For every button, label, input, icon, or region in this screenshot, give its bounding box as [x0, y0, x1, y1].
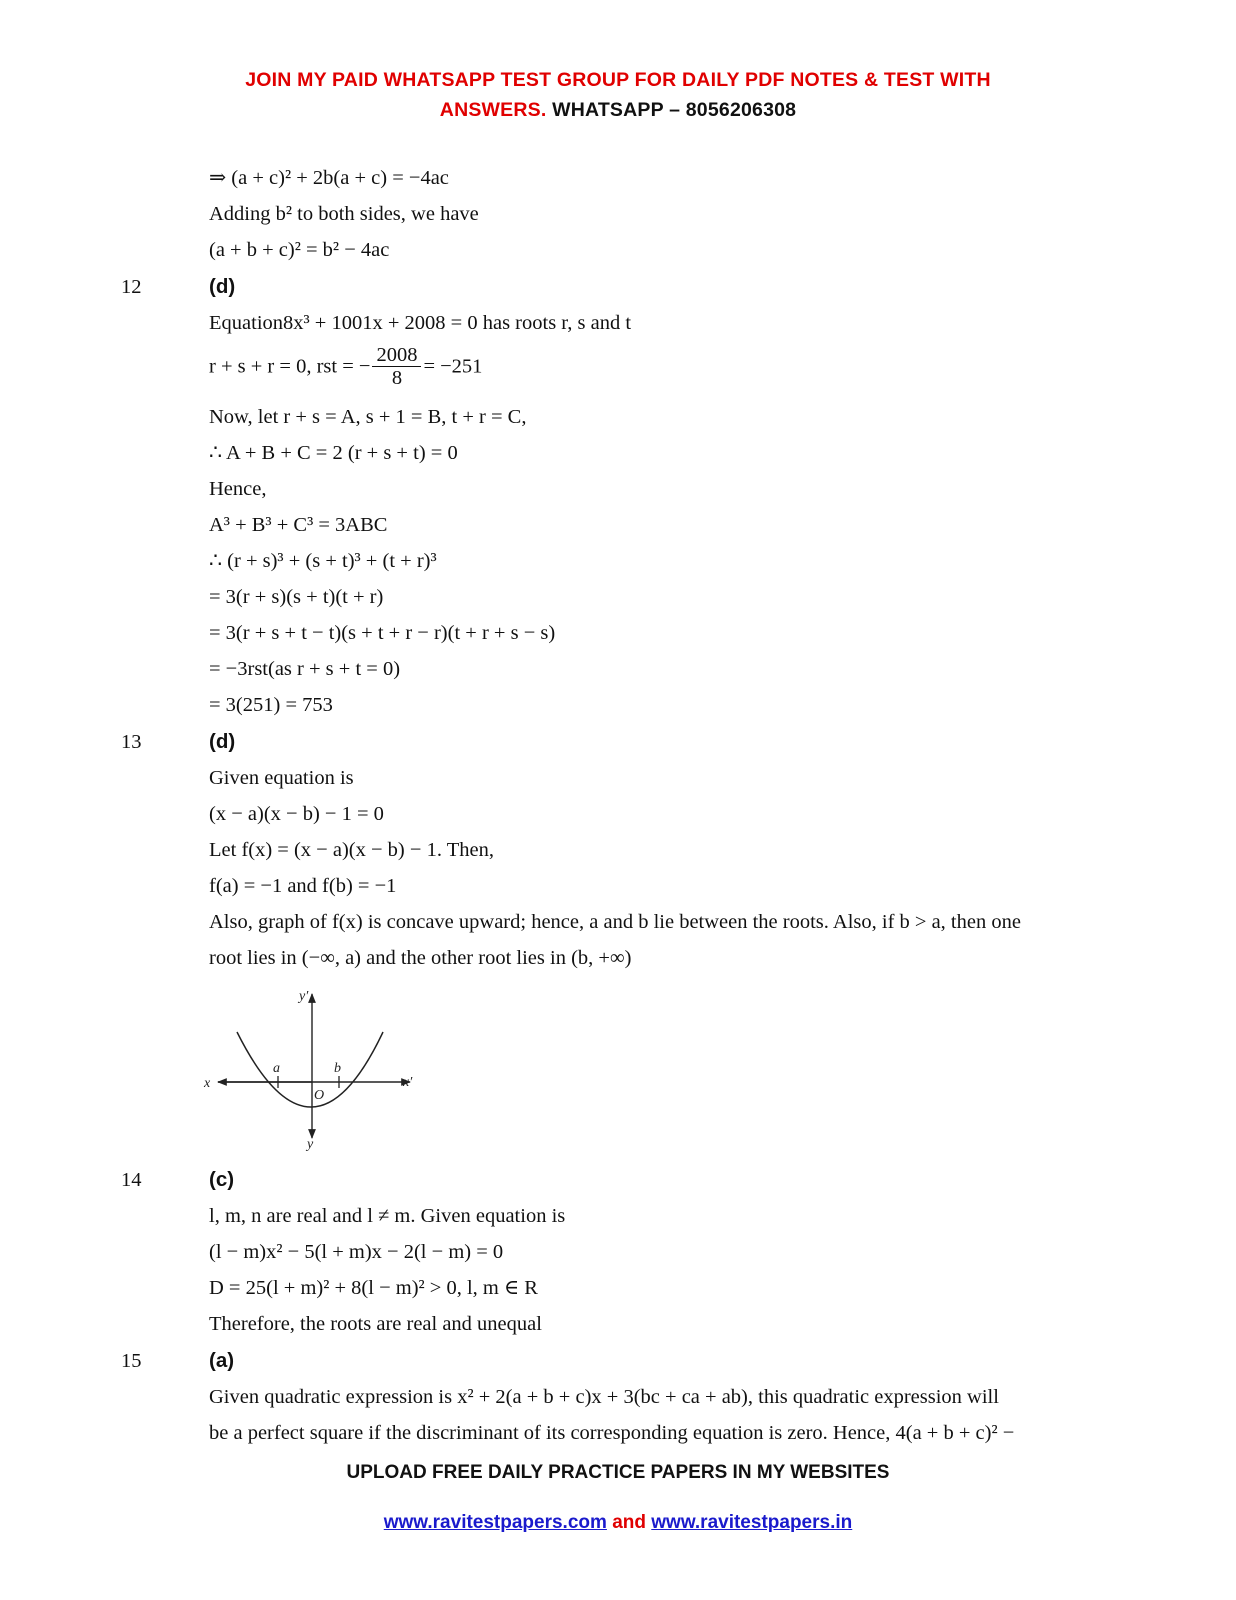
question-number-12: 12 [121, 276, 142, 298]
q12-line-2-post: = −251 [423, 355, 483, 378]
website-link-com[interactable]: www.ravitestpapers.com [383, 1512, 607, 1533]
label-x: x [204, 1076, 211, 1091]
q15-line-1: Given quadratic expression is x² + 2(a + b + c)x + 3(bc + ca + ab), this quadratic expression will [209, 1386, 999, 1408]
q12-line-6: A³ + B³ + C³ = 3ABC [209, 514, 388, 536]
answer-13: (d) [209, 730, 236, 753]
q12-line-9: = 3(r + s + t − t)(s + t + r − r)(t + r + s − s) [209, 622, 556, 644]
q13-line-4: f(a) = −1 and f(b) = −1 [209, 875, 397, 897]
label-origin: O [314, 1088, 325, 1103]
q12-line-7: ∴ (r + s)³ + (s + t)³ + (t + r)³ [209, 550, 437, 572]
q12-line-5: Hence, [209, 478, 267, 500]
q12-line-2-pre: r + s + r = 0, rst = − [209, 355, 371, 378]
q12-line-1: Equation8x³ + 1001x + 2008 = 0 has roots r, s and t [209, 312, 632, 334]
label-b: b [334, 1061, 341, 1076]
label-a: a [273, 1061, 280, 1076]
q13-line-1: Given equation is [209, 767, 354, 789]
label-x-prime: x′ [403, 1075, 413, 1090]
q13-line-5: Also, graph of f(x) is concave upward; hence, a and b lie between the roots. Also, if b > a, then one [209, 911, 1021, 933]
q15-line-2: be a perfect square if the discriminant of its corresponding equation is zero. Hence, 4(a + b + c)² − [209, 1422, 1015, 1444]
header-whatsapp: WHATSAPP – 8056206308 [546, 99, 797, 121]
q12-line-2 [209, 344, 482, 389]
q14-line-2: (l − m)x² − 5(l + m)x − 2(l − m) = 0 [209, 1241, 504, 1263]
footer-and: and [606, 1512, 652, 1533]
header-line-1: JOIN MY PAID WHATSAPP TEST GROUP FOR DAILY PDF NOTES & TEST WITH [245, 69, 991, 91]
fraction-numerator: 2008 [372, 344, 421, 367]
fraction-denominator: 8 [391, 367, 403, 389]
answer-12: (d) [209, 275, 236, 298]
q13-line-2: (x − a)(x − b) − 1 = 0 [209, 803, 384, 825]
q12-line-10: = −3rst(as r + s + t = 0) [209, 658, 401, 680]
question-number-13: 13 [121, 731, 142, 753]
q12-line-3: Now, let r + s = A, s + 1 = B, t + r = C, [209, 406, 527, 428]
q14-line-4: Therefore, the roots are real and unequal [209, 1313, 542, 1335]
q13-line-6: root lies in (−∞, a) and the other root lies in (b, +∞) [209, 947, 632, 969]
top-line-2: Adding b² to both sides, we have [209, 203, 479, 225]
website-link-in[interactable]: www.ravitestpapers.in [651, 1512, 853, 1533]
parabola-curve [237, 1032, 383, 1107]
fraction [372, 344, 421, 389]
q14-line-1: l, m, n are real and l ≠ m. Given equation is [209, 1205, 566, 1227]
question-number-15: 15 [121, 1350, 142, 1372]
footer-line-1: UPLOAD FREE DAILY PRACTICE PAPERS IN MY WEBSITES [346, 1462, 890, 1483]
label-y: y [307, 1137, 314, 1152]
label-y-prime: y′ [299, 989, 309, 1004]
top-line-1: ⇒ (a + c)² + 2b(a + c) = −4ac [209, 167, 449, 189]
parabola-graph [200, 986, 430, 1158]
top-line-3: (a + b + c)² = b² − 4ac [209, 239, 390, 261]
q12-line-4: ∴ A + B + C = 2 (r + s + t) = 0 [209, 442, 458, 464]
q12-line-11: = 3(251) = 753 [209, 694, 333, 716]
q14-line-3: D = 25(l + m)² + 8(l − m)² > 0, l, m ∈ R [209, 1277, 538, 1299]
header-answers: ANSWERS. [439, 99, 547, 121]
q13-line-3: Let f(x) = (x − a)(x − b) − 1. Then, [209, 839, 494, 861]
footer-links [0, 1512, 1236, 1534]
header-line-2 [0, 99, 1236, 122]
answer-15: (a) [209, 1349, 235, 1372]
q12-line-8: = 3(r + s)(s + t)(t + r) [209, 586, 384, 608]
answer-14: (c) [209, 1168, 235, 1191]
question-number-14: 14 [121, 1169, 142, 1191]
